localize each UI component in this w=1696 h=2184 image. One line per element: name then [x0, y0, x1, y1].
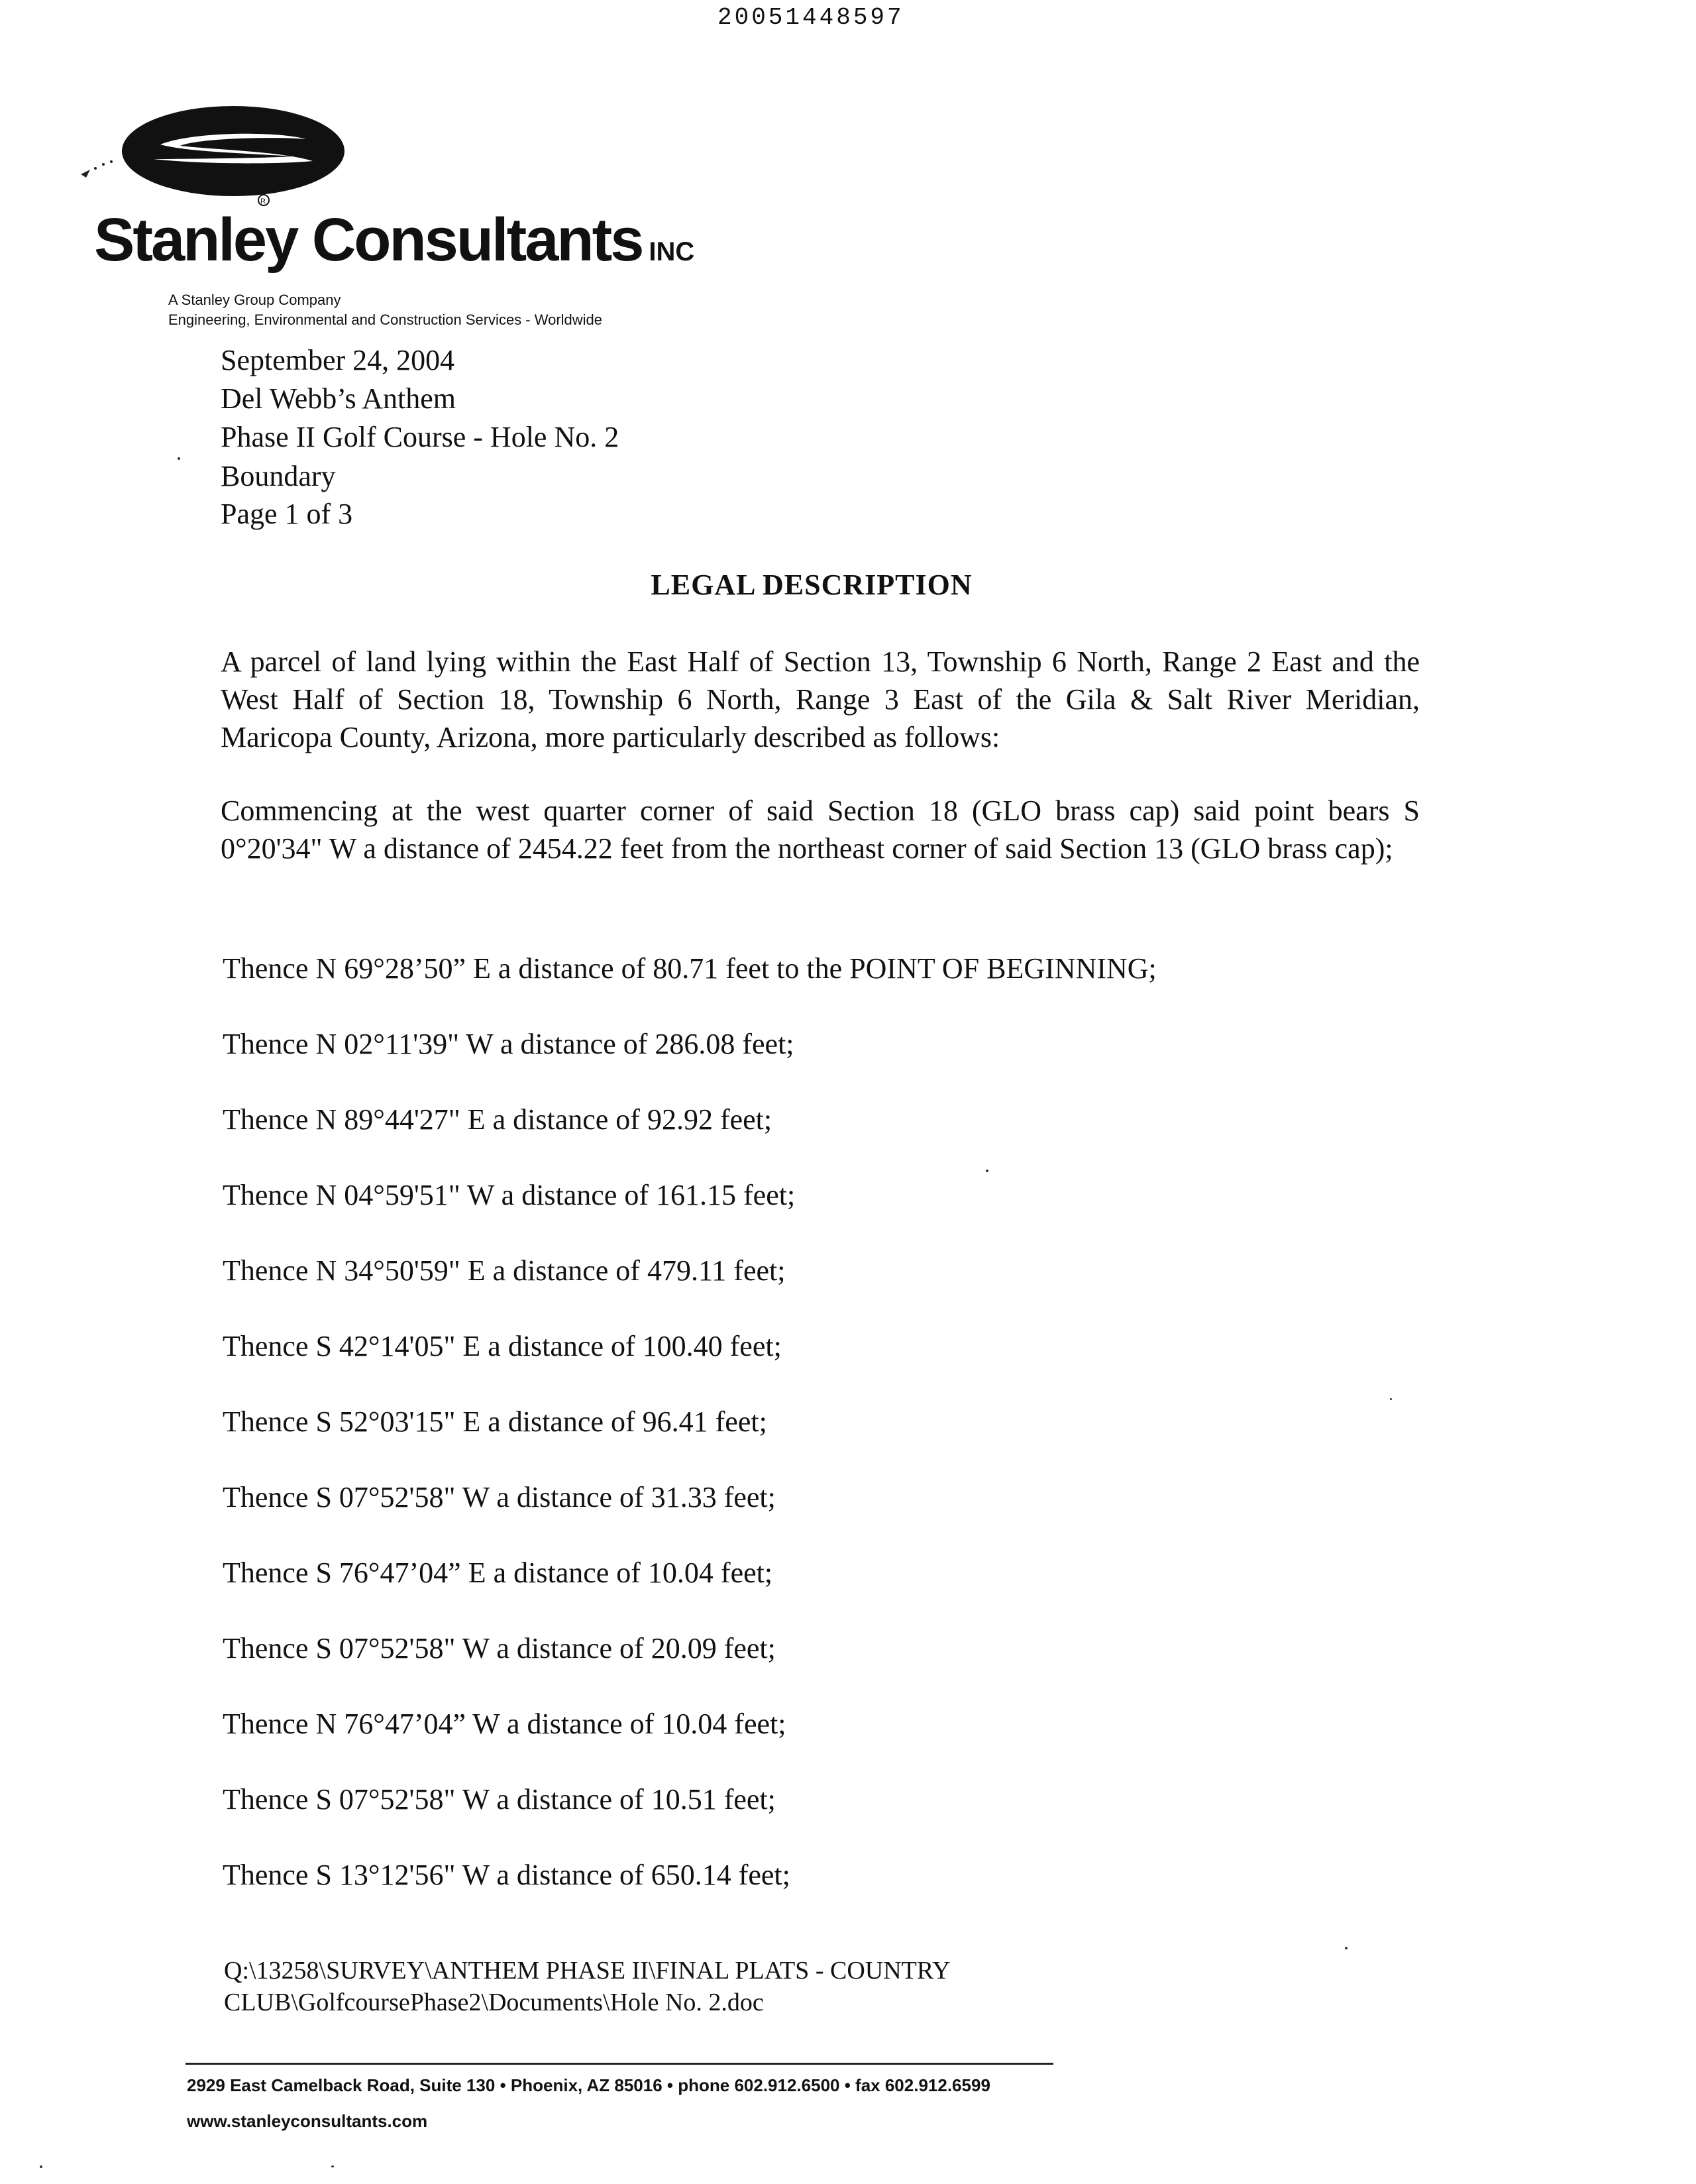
course-line: Thence N 34°50'59" E a distance of 479.11 feet;: [223, 1254, 786, 1287]
course-line: Thence S 42°14'05" E a distance of 100.40 feet;: [223, 1330, 782, 1362]
course-line: Thence S 07°52'58" W a distance of 10.51 feet;: [223, 1783, 776, 1816]
group-line: A Stanley Group Company: [168, 292, 341, 308]
header-date: September 24, 2004: [221, 344, 455, 376]
scan-speck: [331, 2165, 334, 2167]
scan-speck: [40, 2165, 42, 2168]
course-line: Thence N 89°44'27" E a distance of 92.92 feet;: [223, 1103, 772, 1136]
company-name: [94, 205, 694, 275]
scan-speck: [1345, 1947, 1348, 1949]
services-line: Engineering, Environmental and Construction Services - Worldwide: [168, 311, 603, 328]
course-line: Thence N 69°28’50” E a distance of 80.71 feet to the POINT OF BEGINNING;: [223, 952, 1157, 985]
header-project: Del Webb’s Anthem: [221, 382, 456, 415]
company-name-text: Stanley Consultants: [94, 206, 643, 274]
document-number: 20051448597: [717, 4, 904, 31]
course-line: Thence N 04°59'51" W a distance of 161.15 feet;: [223, 1179, 796, 1211]
course-line: Thence S 07°52'58" W a distance of 31.33 feet;: [223, 1481, 776, 1513]
footer-divider: [186, 2063, 1053, 2065]
course-line: Thence N 02°11'39" W a distance of 286.08 feet;: [223, 1028, 794, 1060]
file-path: [224, 1955, 951, 2018]
header-subject: Boundary: [221, 460, 336, 492]
file-path-line-1: Q:\13258\SURVEY\ANTHEM PHASE II\FINAL PLATS - COUNTRY: [224, 1957, 951, 1985]
svg-text:R: R: [260, 197, 266, 205]
legal-description-title: LEGAL DESCRIPTION: [651, 569, 973, 601]
course-line: Thence S 76°47’04” E a distance of 10.04 feet;: [223, 1556, 773, 1589]
file-path-line-2: CLUB\GolfcoursePhase2\Documents\Hole No. 2.doc: [224, 1989, 764, 2016]
header-phase: Phase II Golf Course - Hole No. 2: [221, 421, 619, 453]
scan-speck: [178, 457, 180, 460]
course-line: Thence S 52°03'15" E a distance of 96.41 feet;: [223, 1405, 767, 1438]
header-page: Page 1 of 3: [221, 498, 353, 530]
company-suffix: INC: [649, 237, 695, 266]
course-line: Thence N 76°47’04” W a distance of 10.04 feet;: [223, 1708, 786, 1740]
scan-speck: [1390, 1398, 1392, 1400]
footer-website: www.stanleyconsultants.com: [187, 2111, 428, 2131]
course-line: Thence S 13°12'56" W a distance of 650.14 feet;: [223, 1859, 790, 1891]
scan-speck: [986, 1170, 988, 1172]
footer-address: 2929 East Camelback Road, Suite 130 • Phoenix, AZ 85016 • phone 602.912.6500 • fax 602.912.6599: [187, 2075, 990, 2095]
intro-paragraph: A parcel of land lying within the East Half of Section 13, Township 6 North, Range 2 East and the West Half of Section 18, Township 6 North, Range 3 East of the Gila & Salt River Meridian, Maricopa County, Arizona, more particularly described as follows:: [221, 645, 1420, 753]
commencing-paragraph: Commencing at the west quarter corner of said Section 18 (GLO brass cap) said point bears S 0°20'34" W a distance of 2454.22 feet from the northeast corner of said Section 13 (GLO brass cap);: [221, 794, 1420, 865]
course-line: Thence S 07°52'58" W a distance of 20.09 feet;: [223, 1632, 776, 1665]
